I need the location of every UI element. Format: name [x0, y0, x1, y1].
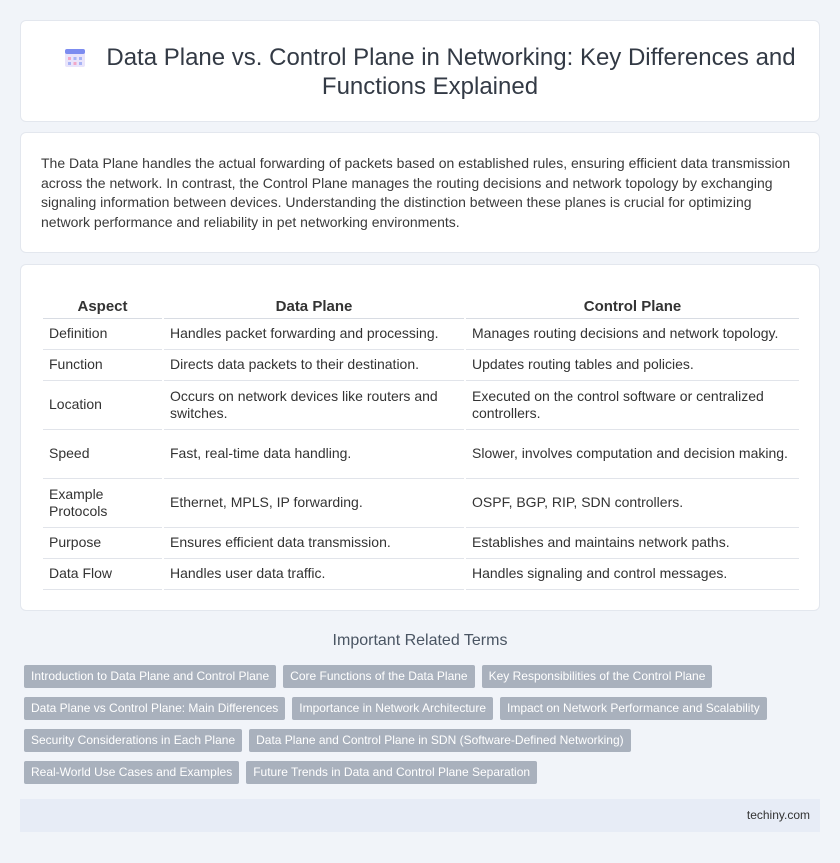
intro-card [20, 132, 820, 253]
tag-row [24, 697, 804, 729]
cell-aspect: Example Protocols [43, 478, 163, 527]
header-data-plane: Data Plane [163, 296, 465, 318]
table-row [43, 429, 799, 478]
cell-data-plane: Fast, real-time data handling. [163, 429, 465, 478]
cell-aspect: Data Flow [43, 558, 163, 589]
footer-bar [20, 799, 820, 832]
title-row [61, 43, 799, 101]
title-card [20, 20, 820, 122]
tag-row [24, 665, 804, 697]
related-term-tag[interactable]: Importance in Network Architecture [292, 697, 493, 720]
related-term-tag[interactable]: Introduction to Data Plane and Control Plane [24, 665, 276, 688]
header-aspect: Aspect [43, 296, 163, 318]
cell-aspect: Speed [43, 429, 163, 478]
related-term-tag[interactable]: Data Plane vs Control Plane: Main Differences [24, 697, 285, 720]
cell-control-plane: Establishes and maintains network paths. [465, 527, 799, 558]
related-terms-list [24, 665, 804, 793]
cell-aspect: Location [43, 380, 163, 429]
footer-site-link[interactable]: techiny.com [746, 808, 810, 822]
cell-control-plane: OSPF, BGP, RIP, SDN controllers. [465, 478, 799, 527]
cell-data-plane: Ethernet, MPLS, IP forwarding. [163, 478, 465, 527]
table-row [43, 527, 799, 558]
cell-data-plane: Handles user data traffic. [163, 558, 465, 589]
cell-data-plane: Directs data packets to their destination. [163, 349, 465, 380]
cell-aspect: Definition [43, 318, 163, 349]
table-row [43, 558, 799, 589]
cell-control-plane: Manages routing decisions and network topology. [465, 318, 799, 349]
table-header-row [43, 296, 799, 318]
table-row [43, 478, 799, 527]
related-term-tag[interactable]: Future Trends in Data and Control Plane Separation [246, 761, 537, 784]
cell-data-plane: Ensures efficient data transmission. [163, 527, 465, 558]
related-term-tag[interactable]: Data Plane and Control Plane in SDN (Software-Defined Networking) [249, 729, 631, 752]
cell-control-plane: Slower, involves computation and decision making. [465, 429, 799, 478]
cell-data-plane: Occurs on network devices like routers and switches. [163, 380, 465, 429]
related-term-tag[interactable]: Real-World Use Cases and Examples [24, 761, 239, 784]
table-row [43, 380, 799, 429]
cell-aspect: Function [43, 349, 163, 380]
cell-data-plane: Handles packet forwarding and processing. [163, 318, 465, 349]
related-term-tag[interactable]: Impact on Network Performance and Scalability [500, 697, 767, 720]
tag-row [24, 729, 804, 761]
comparison-card [20, 264, 820, 611]
comparison-table [43, 296, 799, 590]
tag-row [24, 761, 804, 793]
intro-paragraph: The Data Plane handles the actual forwarding of packets based on established rules, ensuring efficient data transmission across the network. In contrast, the Control Plane manages the routing decisions and network topology by exchanging signaling information between devices. Understanding the distinction between these planes is crucial for optimizing network performance and reliability in pet networking environments. [41, 155, 791, 230]
related-term-tag[interactable]: Security Considerations in Each Plane [24, 729, 242, 752]
header-control-plane: Control Plane [465, 296, 799, 318]
table-row [43, 318, 799, 349]
cell-control-plane: Handles signaling and control messages. [465, 558, 799, 589]
cell-aspect: Purpose [43, 527, 163, 558]
related-terms-heading: Important Related Terms [332, 632, 508, 649]
related-term-tag[interactable]: Key Responsibilities of the Control Plane [482, 665, 713, 688]
table-row [43, 349, 799, 380]
cell-control-plane: Updates routing tables and policies. [465, 349, 799, 380]
cell-control-plane: Executed on the control software or centralized controllers. [465, 380, 799, 429]
calendar-icon [64, 46, 86, 68]
related-term-tag[interactable]: Core Functions of the Data Plane [283, 665, 474, 688]
page-title: Data Plane vs. Control Plane in Networking: Key Differences and Functions Explained [106, 44, 796, 100]
